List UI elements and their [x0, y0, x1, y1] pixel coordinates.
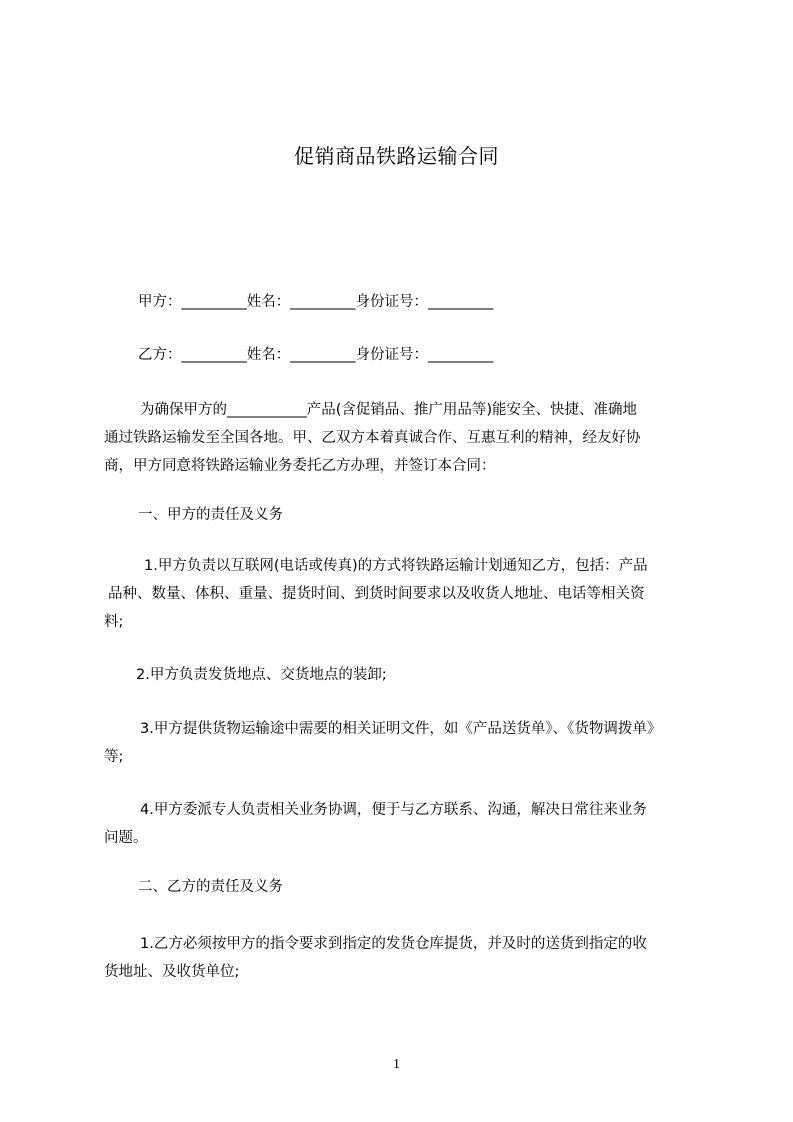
section-b-item [0, 930, 647, 986]
item-line: 4.甲方委派专人负责相关业务协调，便于与乙方联系、沟通，解决日常往来业务 [140, 802, 647, 818]
party-a-line: 甲方：_________姓名：_________身份证号：_________ [138, 294, 494, 310]
document-title: 促销商品铁路运输合同 [294, 144, 499, 168]
item-line: 料; [104, 614, 124, 630]
item-line: 1.乙方必须按甲方的指令要求到指定的发货仓库提货，并及时的送货到指定的收 [140, 936, 647, 952]
section-a-item [0, 552, 648, 636]
section-a-item [0, 715, 661, 771]
item-line: 品种、数量、体积、重量、提货时间、到货时间要求以及收货人地址、电话等相关资 [108, 586, 645, 602]
party-b-line: 乙方：_________姓名：_________身份证号：_________ [138, 347, 494, 363]
item-line: 3.甲方提供货物运输途中需要的相关证明文件，如《产品送货单》、《货物调拨单》 [140, 721, 662, 737]
item-line: 货地址、及收货单位; [104, 964, 240, 980]
section-a-heading: 一、甲方的责任及义务 [138, 507, 283, 523]
item-line: 等; [104, 749, 124, 765]
intro-line: 为确保甲方的___________产品(含促销品、推广用品等)能安全、快捷、准确地 [140, 402, 638, 418]
item-line: 1.甲方负责以互联网(电话或传真)的方式将铁路运输计划通知乙方，包括：产品 [144, 558, 648, 574]
section-b-heading: 二、乙方的责任及义务 [138, 879, 283, 895]
intro-line: 通过铁路运输发至全国各地。甲、乙双方本着真诚合作、互惠互利的精神，经友好协 [104, 430, 641, 446]
intro-paragraph [0, 396, 641, 480]
intro-line: 商，甲方同意将铁路运输业务委托乙方办理，并签订本合同： [104, 458, 496, 474]
item-line: 问题。 [104, 830, 148, 846]
item-line: 2.甲方负责发货地点、交货地点的装卸; [136, 667, 387, 683]
section-a-item [0, 796, 647, 852]
section-a-item [0, 661, 387, 689]
page-number: 1 [393, 1057, 400, 1072]
